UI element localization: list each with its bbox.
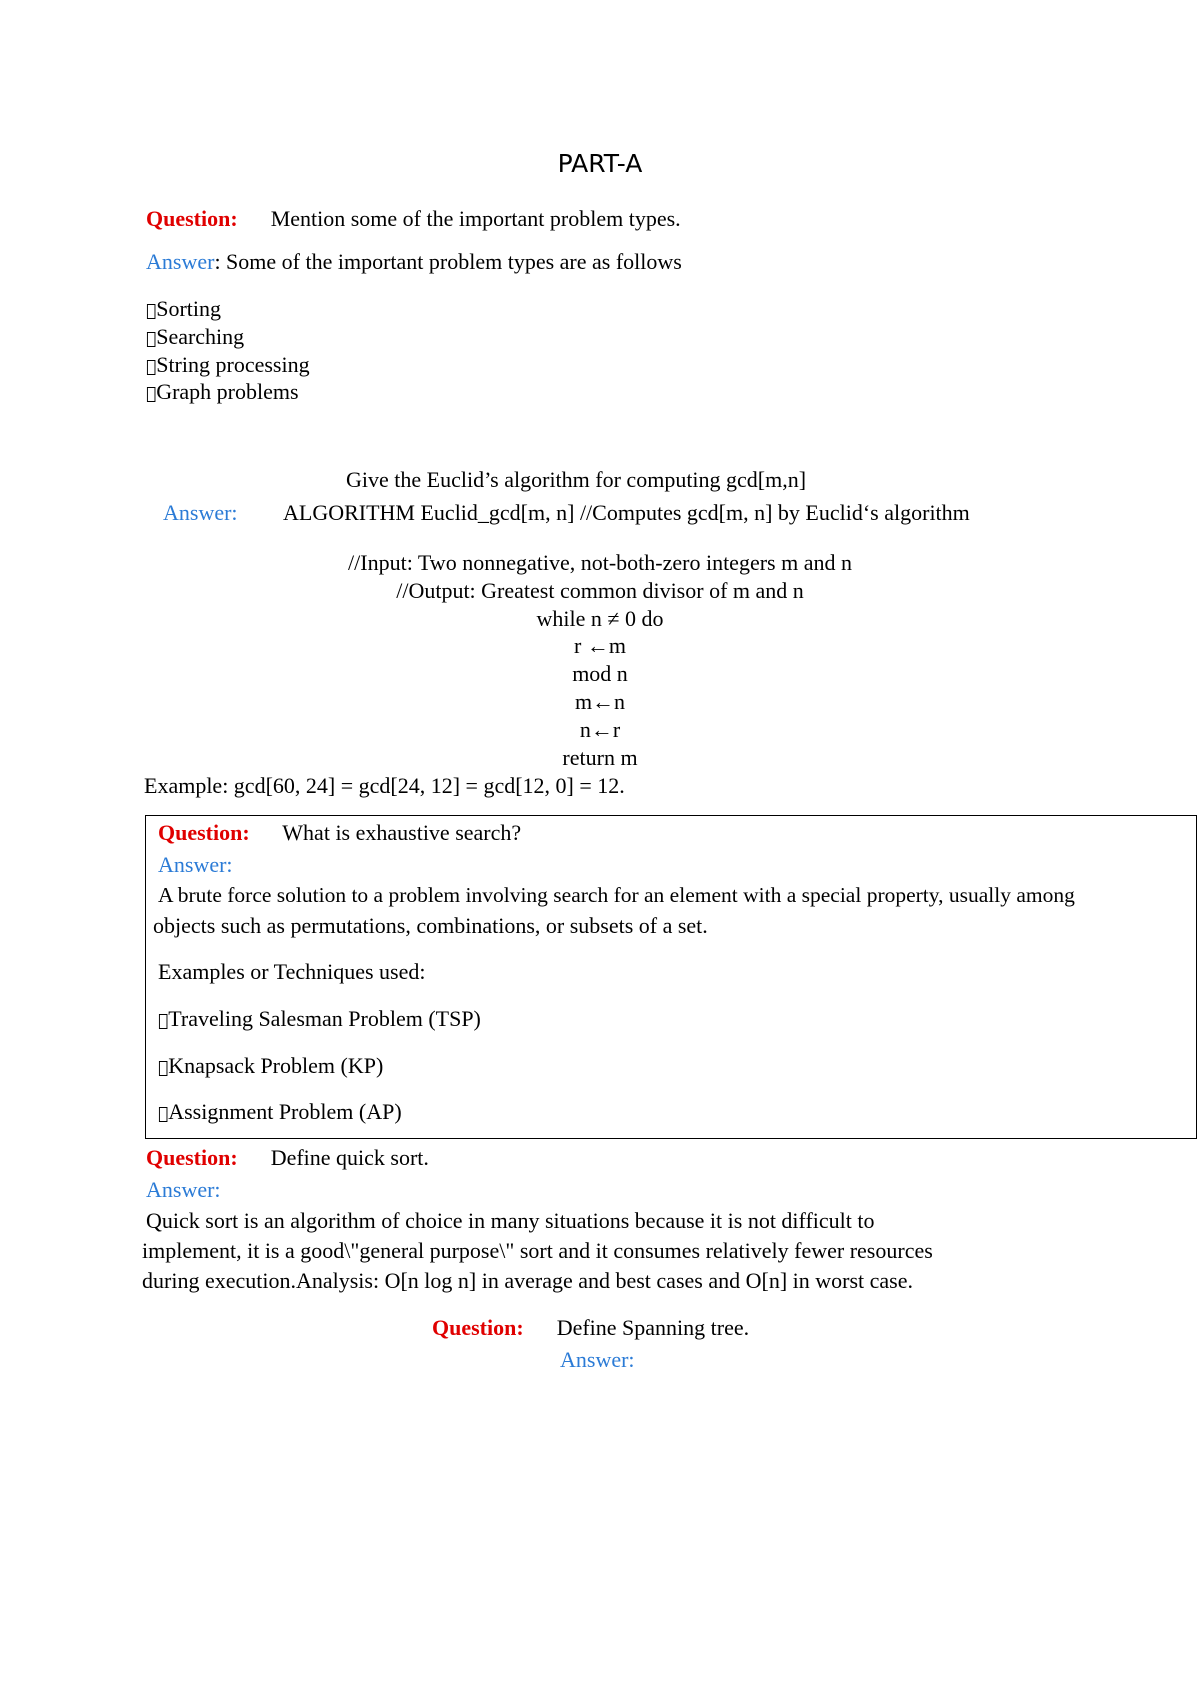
answer-label: Answer — [146, 249, 215, 274]
answer-label: Answer: — [158, 852, 233, 877]
algorithm-line: n←r — [579, 717, 621, 742]
question-text: Mention some of the important problem types. — [270, 206, 681, 231]
list-item: Traveling Salesman Problem (TSP) — [158, 1006, 471, 1031]
list-item: Searching — [146, 324, 234, 349]
answer-label: Answer: — [146, 1177, 221, 1202]
bullet-icon — [158, 1011, 168, 1031]
page-title: PART-A — [557, 149, 643, 178]
algorithm-line: r ←m — [574, 633, 626, 658]
bullet-icon — [158, 1104, 168, 1124]
bullet-icon — [158, 1058, 168, 1078]
question-label: Question: — [146, 206, 238, 231]
question-label: Question: — [146, 1145, 238, 1170]
question-text: What is exhaustive search? — [282, 820, 522, 845]
question-label: Question: — [158, 820, 250, 845]
question-4 — [146, 1145, 429, 1170]
answer-text: Quick sort is an algorithm of choice in many situations because it is not difficult to — [146, 1208, 875, 1233]
answer-text: objects such as permutations, combinations, or subsets of a set. — [153, 913, 708, 938]
question-2-text: Give the Euclid’s algorithm for computing gcd[m,n] — [346, 467, 807, 492]
list-item: Assignment Problem (AP) — [158, 1099, 392, 1124]
algorithm-line: return m — [562, 745, 638, 770]
question-text: Define Spanning tree. — [556, 1315, 750, 1340]
question-5 — [432, 1315, 749, 1340]
question-3 — [158, 820, 521, 845]
answer-text: during execution.Analysis: O[n log n] in average and best cases and O[n] in worst case. — [142, 1268, 913, 1293]
answer-text: A brute force solution to a problem involving search for an element with a special property, usually among — [158, 883, 1075, 907]
algorithm-line: mod n — [572, 661, 628, 686]
bullet-icon — [146, 357, 156, 377]
answer-text: : Some of the important problem types are as follows — [214, 249, 682, 274]
example-line: Example: gcd[60, 24] = gcd[24, 12] = gcd[12, 0] = 12. — [144, 773, 625, 798]
answer-label: Answer: — [560, 1347, 635, 1372]
question-1 — [146, 206, 681, 231]
algorithm-header: ALGORITHM Euclid_gcd[m, n] //Computes gcd[m, n] by Euclid‘s algorithm — [283, 500, 970, 525]
list-item: Sorting — [146, 296, 211, 321]
list-item: String processing — [146, 352, 300, 377]
list-item: Graph problems — [146, 379, 289, 404]
algorithm-line: m←n — [574, 689, 626, 714]
algorithm-line: //Output: Greatest common divisor of m and n — [396, 578, 804, 603]
answer-label: Answer: — [163, 500, 238, 525]
bullet-icon — [146, 384, 156, 404]
bullet-icon — [146, 301, 156, 321]
examples-heading: Examples or Techniques used: — [158, 959, 426, 984]
answer-text: implement, it is a good\"general purpose\" sort and it consumes relatively fewer resources — [142, 1238, 933, 1263]
answer-1 — [146, 249, 682, 274]
question-text: Define quick sort. — [270, 1145, 429, 1170]
list-item: Knapsack Problem (KP) — [158, 1053, 374, 1078]
algorithm-line: while n ≠ 0 do — [536, 606, 664, 631]
bullet-icon — [146, 329, 156, 349]
algorithm-line: //Input: Two nonnegative, not-both-zero integers m and n — [348, 550, 852, 575]
question-label: Question: — [432, 1315, 524, 1340]
